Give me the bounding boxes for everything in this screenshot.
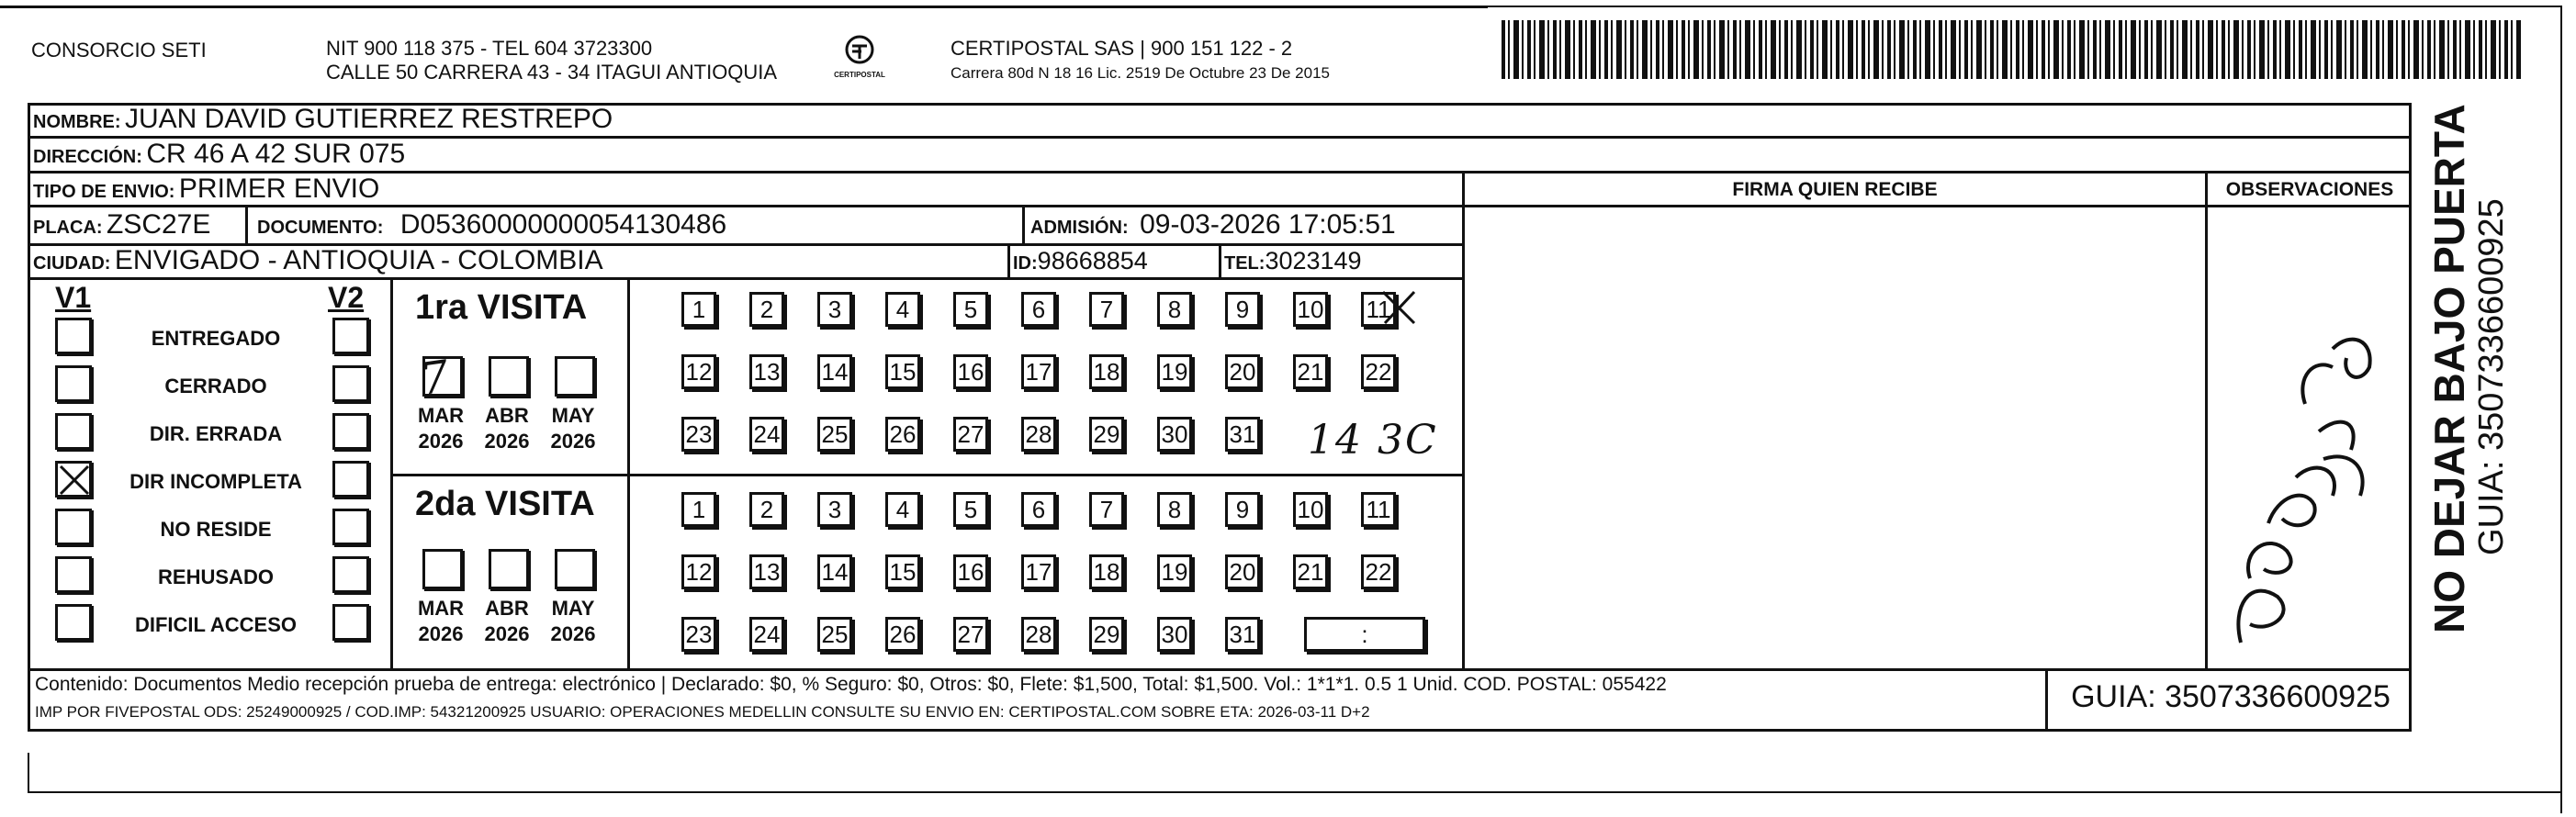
plate-label: PLACA: [33,218,103,238]
bottom-border-line [28,791,2562,793]
month-year: 2026 [418,430,464,453]
day-box-16[interactable]: 16 [953,354,988,389]
col-line-signature [1462,171,1465,671]
day-box-30[interactable]: 30 [1157,617,1192,652]
day-box-21[interactable]: 21 [1293,354,1328,389]
first-visit-title: 1ra VISITA [415,288,588,327]
day-box-20[interactable]: 20 [1225,554,1260,589]
guide-box: GUIA: 3507336600925 [2071,679,2390,714]
day-box-26[interactable]: 26 [885,417,920,452]
delivery-option-label: NO RESIDE [160,518,272,541]
name-row [33,103,613,140]
plate-field [33,207,210,247]
day-box-26[interactable]: 26 [885,617,920,652]
day-box-7[interactable]: 7 [1089,292,1124,327]
second-visit-title: 2da VISITA [415,485,595,523]
document-value: D05360000000054130486 [399,209,727,240]
day-box-17[interactable]: 17 [1021,554,1056,589]
name-label: NOMBRE: [33,112,121,132]
month-name: MAR [417,404,465,427]
day-box-11[interactable]: 11 [1361,492,1396,527]
v1-checkbox[interactable] [55,509,92,545]
observations-header: OBSERVACIONES [2225,179,2394,200]
delivery-option-label: CERRADO [164,375,267,397]
day-box-24[interactable]: 24 [749,417,784,452]
v1-label: V1 [55,281,92,314]
day-box-27[interactable]: 27 [953,617,988,652]
v2-checkbox[interactable] [332,318,369,354]
month-name: ABR [485,597,529,620]
day-box-13[interactable]: 13 [749,554,784,589]
day-box-23[interactable]: 23 [681,617,716,652]
day-box-19[interactable]: 19 [1157,354,1192,389]
footer-line [28,668,2412,671]
day-box-11[interactable]: 11 [1361,292,1396,327]
month-year: 2026 [550,430,596,453]
v1-checkbox[interactable] [55,365,92,402]
side-warning: NO DEJAR BAJO PUERTA [2425,104,2473,633]
imp-line: IMP POR FIVEPOSTAL ODS: 25249000925 / COD.IMP: 54321200925 USUARIO: OPERACIONES MEDELLIN CONSULTE SU ENVIO EN: CERTIPOSTAL.COM SOBRE ETA: 2026-03-11 D+2 [35,703,1370,721]
day-box-4[interactable]: 4 [885,292,920,327]
tel-field [1224,245,1362,281]
day-box-14[interactable]: 14 [817,354,852,389]
barcode [1502,20,2521,79]
id-separator [1007,243,1010,277]
check-mark-icon [58,464,91,497]
day-box-15[interactable]: 15 [885,354,920,389]
side-guide: GUIA: 3507336600925 [2472,198,2511,555]
day-box-29[interactable]: 29 [1089,417,1124,452]
day-box-23[interactable]: 23 [681,417,716,452]
month-checkbox[interactable] [555,356,595,397]
day-box-10[interactable]: 10 [1293,292,1328,327]
right-border-line [2560,6,2562,813]
city-value: ENVIGADO - ANTIOQUIA - COLOMBIA [114,245,603,275]
v2-checkbox[interactable] [332,556,369,593]
day-box-18[interactable]: 18 [1089,554,1124,589]
month-checkbox[interactable] [489,356,529,397]
visits-separator [390,474,1465,476]
admission-field [1030,207,1396,247]
day-box-25[interactable]: 25 [817,417,852,452]
tel-label: TEL: [1224,253,1266,274]
v1-checkbox[interactable] [55,461,92,498]
options-separator [390,277,393,668]
day-box-31[interactable]: 31 [1225,617,1260,652]
id-value: 98668854 [1037,247,1148,274]
month-name: MAR [417,597,465,620]
day-box-30[interactable]: 30 [1157,417,1192,452]
left-border-line [28,753,29,793]
v1-checkbox[interactable] [55,413,92,450]
tel-value: 3023149 [1265,247,1362,274]
day-box-9[interactable]: 9 [1225,492,1260,527]
id-label: ID: [1013,253,1038,274]
type-row [33,173,379,210]
signature-header: FIRMA QUIEN RECIBE [1732,179,1938,200]
plate-separator [245,205,248,243]
day-box-3[interactable]: 3 [817,492,852,527]
delivery-option-label: REHUSADO [158,565,274,588]
day-box-8[interactable]: 8 [1157,292,1192,327]
day-box-5[interactable]: 5 [953,492,988,527]
day-box-7[interactable]: 7 [1089,492,1124,527]
city-field [33,245,603,281]
day-box-2[interactable]: 2 [749,492,784,527]
v2-checkbox[interactable] [332,604,369,641]
day-box-3[interactable]: 3 [817,292,852,327]
month-name: MAY [551,404,595,427]
col-line-observations [2205,171,2208,671]
month-checkbox[interactable] [555,549,595,589]
day-box-2[interactable]: 2 [749,292,784,327]
month-year: 2026 [418,622,464,645]
day-box-8[interactable]: 8 [1157,492,1192,527]
day-box-14[interactable]: 14 [817,554,852,589]
month-name: MAY [551,597,595,620]
month-year: 2026 [550,622,596,645]
day-box-29[interactable]: 29 [1089,617,1124,652]
type-label: TIPO DE ENVIO: [33,182,175,202]
content-line: Contenido: Documentos Medio recepción prueba de entrega: electrónico | Declarado: $0, % Seguro: $0, Otros: $0, Flete: $1,500, Total: $1,500. Vol.: 1*1*1. 0.5 1 Unid. COD. POSTAL: 055422 [35,674,1667,695]
top-border-line [0,6,1488,8]
shipment-type: PRIMER ENVIO [178,173,380,204]
day-box-6[interactable]: 6 [1021,492,1056,527]
day-11-strike-mark [1378,286,1420,329]
admission-separator [1022,205,1025,243]
handwritten-signature [2213,275,2388,652]
document-label: DOCUMENTO: [257,218,384,238]
day-box-1[interactable]: 1 [681,492,716,527]
handwritten-time: 14 3C [1308,417,1438,464]
logo-icon [839,35,880,66]
month-checkbox[interactable] [422,549,463,589]
day-box-12[interactable]: 12 [681,354,716,389]
v2-checkbox[interactable] [332,509,369,545]
admission-label: ADMISIÓN: [1030,218,1129,238]
carrier-line: CERTIPOSTAL SAS | 900 151 122 - 2 [951,37,1293,60]
month-name: ABR [485,404,529,427]
day-box-25[interactable]: 25 [817,617,852,652]
day-box-21[interactable]: 21 [1293,554,1328,589]
delivery-option-label: DIR INCOMPLETA [129,470,302,493]
admission-value: 09-03-2026 17:05:51 [1140,209,1396,240]
company-name: CONSORCIO SETI [31,39,207,62]
day-box-16[interactable]: 16 [953,554,988,589]
address-label: DIRECCIÓN: [33,147,142,167]
month-checkbox[interactable] [489,549,529,589]
delivery-option-label: ENTREGADO [151,327,281,350]
month-year: 2026 [484,622,530,645]
license-line: Carrera 80d N 18 16 Lic. 2519 De Octubre 23 De 2015 [951,64,1330,82]
day-box-31[interactable]: 31 [1225,417,1260,452]
day-box-13[interactable]: 13 [749,354,784,389]
handwritten-month-mark: 7 [417,351,453,406]
day-box-12[interactable]: 12 [681,554,716,589]
city-label: CIUDAD: [33,253,111,274]
day-box-22[interactable]: 22 [1361,354,1396,389]
v2-checkbox[interactable] [332,461,369,498]
v2-checkbox[interactable] [332,365,369,402]
delivery-option-label: DIFICIL ACCESO [134,613,297,636]
day-box-18[interactable]: 18 [1089,354,1124,389]
plate-value: ZSC27E [107,209,211,240]
day-box-10[interactable]: 10 [1293,492,1328,527]
document-field [257,207,726,247]
v1-checkbox[interactable] [55,556,92,593]
v2-label: V2 [328,281,365,314]
day-box-19[interactable]: 19 [1157,554,1192,589]
delivery-option-label: DIR. ERRADA [149,422,283,445]
day-box-15[interactable]: 15 [885,554,920,589]
address-line: CALLE 50 CARRERA 43 - 34 ITAGUI ANTIOQUIA [326,61,778,84]
top-border-line-right [1488,6,2562,7]
day-box-1[interactable]: 1 [681,292,716,327]
recipient-address: CR 46 A 42 SUR 075 [146,139,406,169]
day-box-24[interactable]: 24 [749,617,784,652]
address-row [33,138,405,175]
certipostal-logo [831,35,888,92]
day-box-17[interactable]: 17 [1021,354,1056,389]
nit-line: NIT 900 118 375 - TEL 604 3723300 [326,37,653,60]
month-year: 2026 [484,430,530,453]
months-separator [627,277,630,668]
id-field [1013,245,1148,281]
time-field[interactable]: : [1304,617,1425,652]
recipient-name: JUAN DAVID GUTIERREZ RESTREPO [125,104,613,134]
v2-checkbox[interactable] [332,413,369,450]
day-box-9[interactable]: 9 [1225,292,1260,327]
guide-box-separator [2045,668,2048,732]
day-box-6[interactable]: 6 [1021,292,1056,327]
v1-checkbox[interactable] [55,604,92,641]
day-box-5[interactable]: 5 [953,292,988,327]
day-box-20[interactable]: 20 [1225,354,1260,389]
day-box-22[interactable]: 22 [1361,554,1396,589]
tel-separator [1219,243,1221,277]
v1-checkbox[interactable] [55,318,92,354]
day-box-28[interactable]: 28 [1021,617,1056,652]
day-box-28[interactable]: 28 [1021,417,1056,452]
logo-text: CERTIPOSTAL [834,71,885,79]
day-box-4[interactable]: 4 [885,492,920,527]
day-box-27[interactable]: 27 [953,417,988,452]
